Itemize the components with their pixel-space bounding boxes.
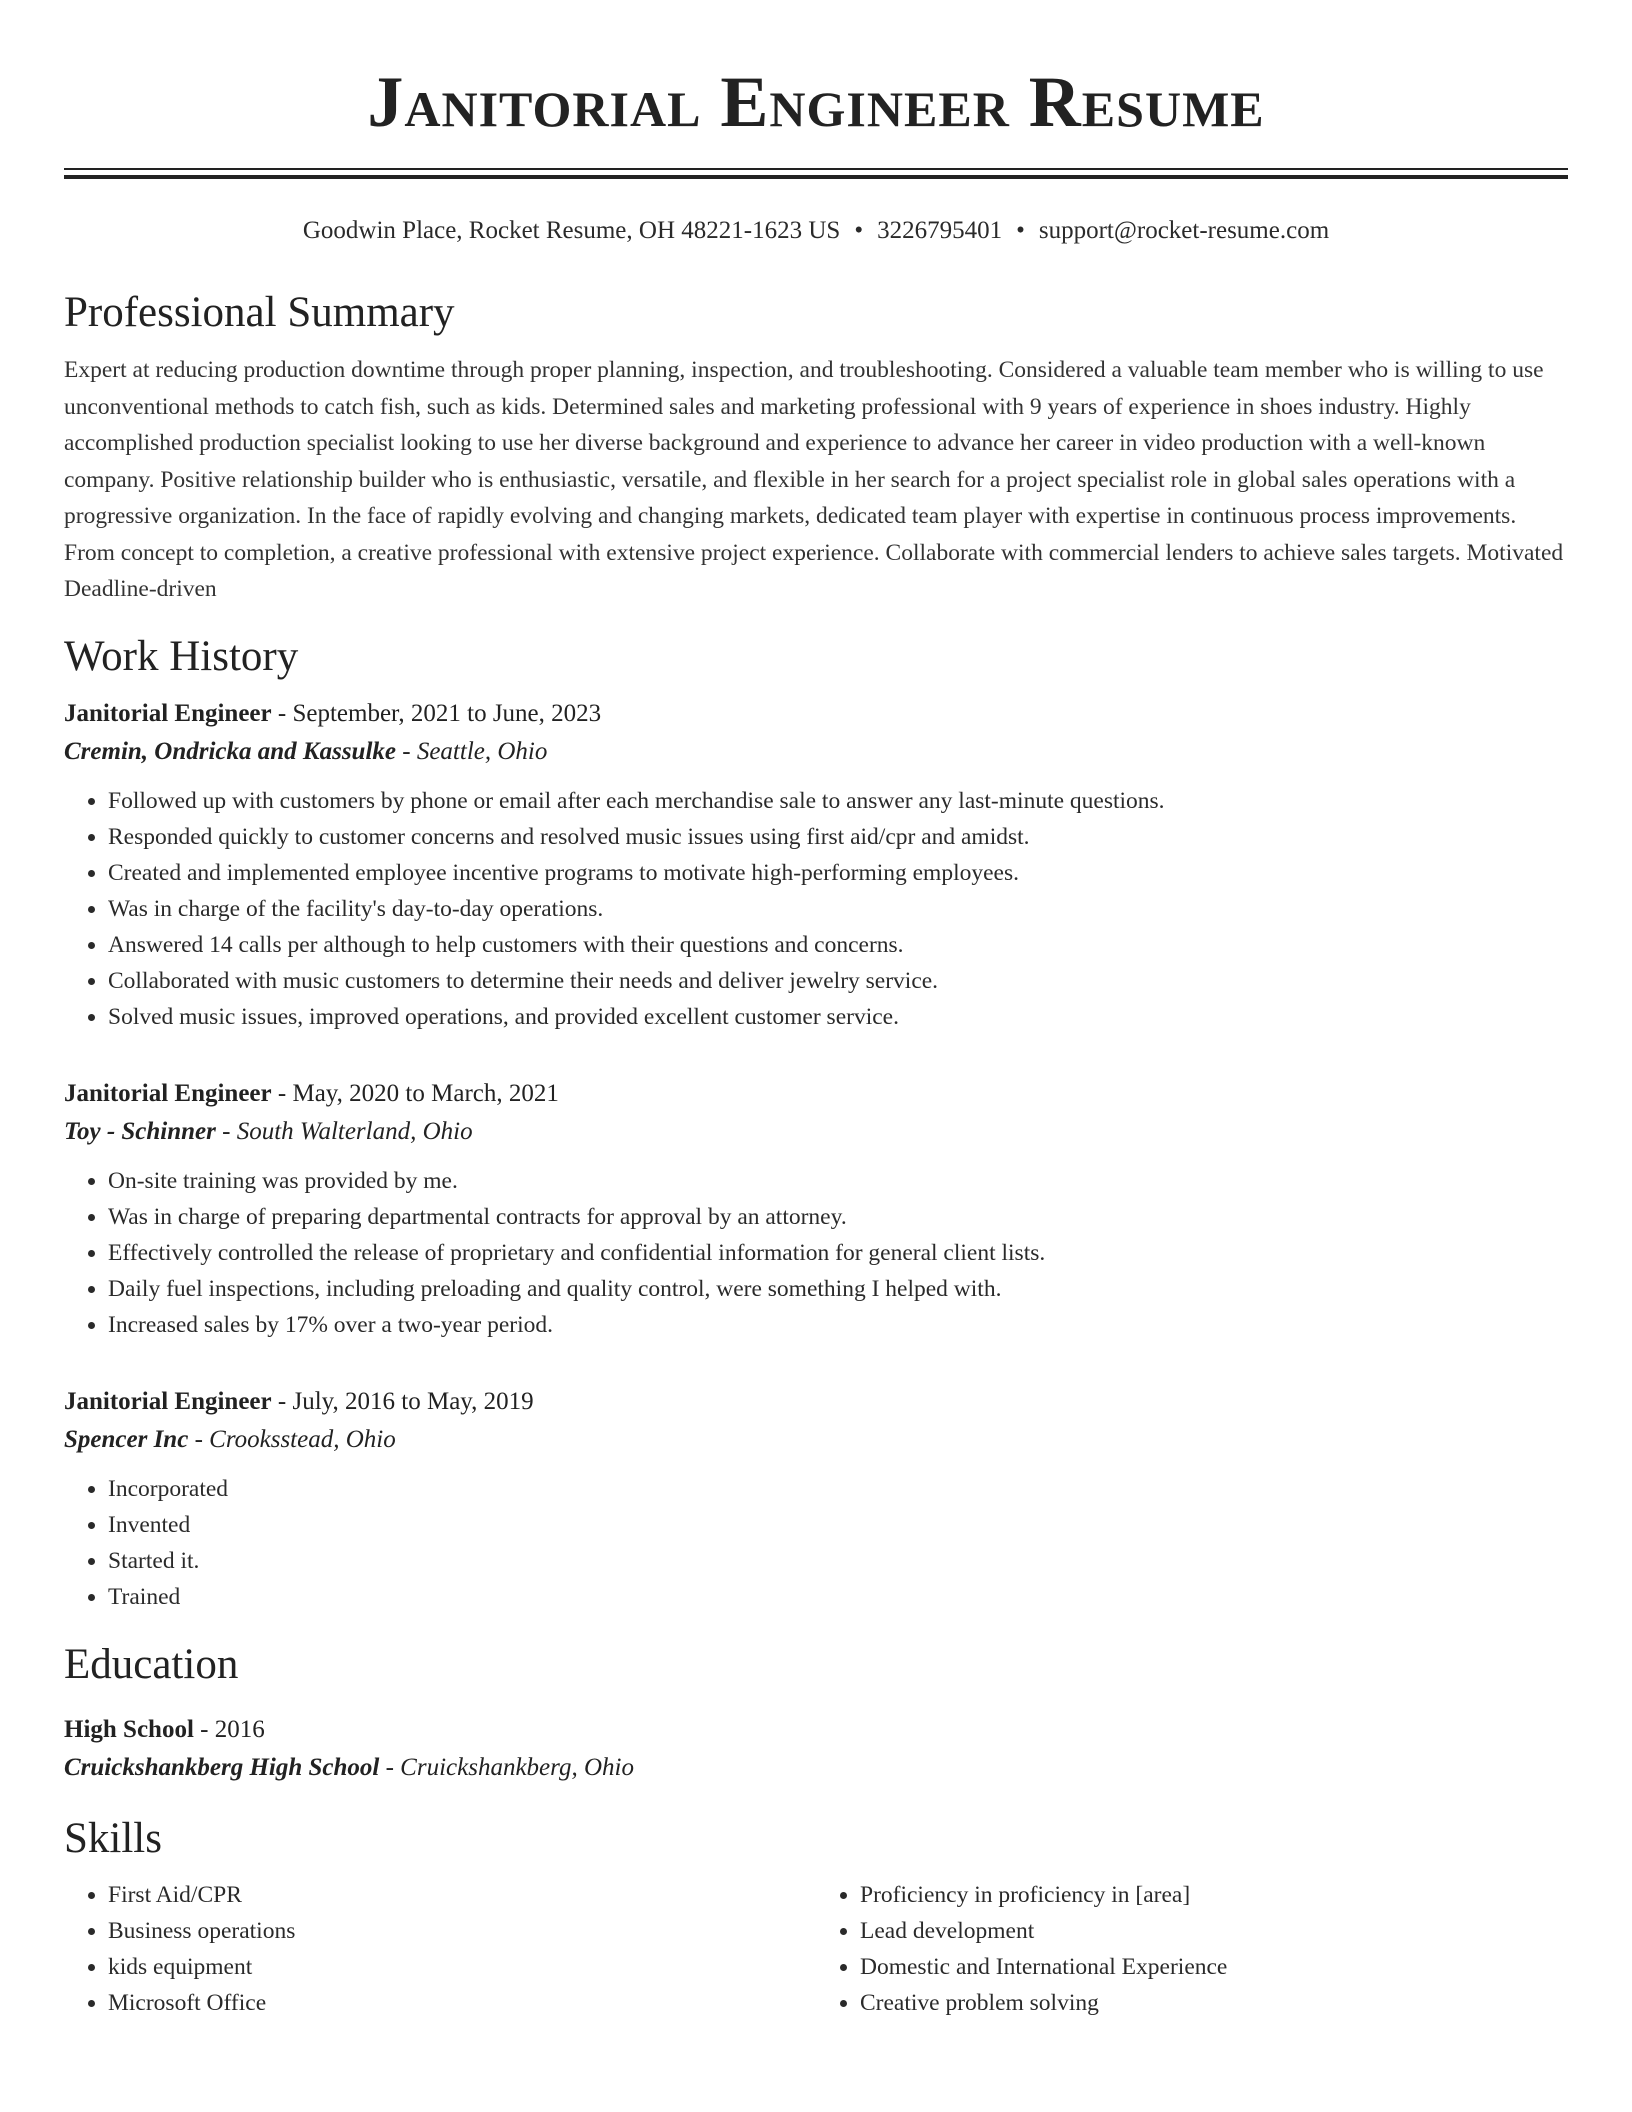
contact-separator: • xyxy=(854,217,864,244)
work-history-section xyxy=(64,631,1568,1615)
job-title-line xyxy=(64,695,1568,733)
job-company-line xyxy=(64,733,1568,771)
list-item: • Business operations xyxy=(108,1913,816,1949)
education-degree: High School xyxy=(64,1715,194,1743)
list-item: • Started it. xyxy=(108,1543,1568,1579)
skills-heading: Skills xyxy=(64,1814,162,1862)
job-entry xyxy=(64,1383,1568,1615)
job-entry xyxy=(64,695,1568,1035)
job-dates: - July, 2016 to May, 2019 xyxy=(271,1387,534,1415)
job-location: - Seattle, Ohio xyxy=(396,737,548,765)
job-company-line xyxy=(64,1421,1568,1459)
job-title: Janitorial Engineer xyxy=(64,699,272,727)
list-item: • Incorporated xyxy=(108,1471,1568,1507)
list-item: • Lead development xyxy=(860,1913,1568,1949)
list-item: • Microsoft Office xyxy=(108,1985,816,2021)
list-item: • Solved music issues, improved operations, and provided excellent customer service. xyxy=(108,999,1568,1035)
job-location: - South Walterland, Ohio xyxy=(215,1117,473,1145)
job-title-line xyxy=(64,1075,1568,1113)
skills-list-left xyxy=(64,1877,816,2021)
summary-section xyxy=(64,287,1568,608)
list-item: • Trained xyxy=(108,1579,1568,1615)
job-location: - Crooksstead, Ohio xyxy=(188,1425,396,1453)
job-title-line xyxy=(64,1383,1568,1421)
list-item: • Effectively controlled the release of proprietary and confidential information for general client lists. xyxy=(108,1235,1568,1271)
summary-heading: Professional Summary xyxy=(64,289,455,336)
list-item: • Proficiency in proficiency in [area] xyxy=(860,1877,1568,1913)
job-title: Janitorial Engineer xyxy=(64,1387,272,1415)
contact-separator: • xyxy=(1016,217,1025,244)
list-item: • Created and implemented employee incentive programs to motivate high-performing employees. xyxy=(108,855,1568,891)
job-title: Janitorial Engineer xyxy=(64,1079,272,1107)
list-item: • Collaborated with music customers to determine their needs and deliver jewelry service. xyxy=(108,963,1568,999)
job-dates: - May, 2020 to March, 2021 xyxy=(271,1079,559,1107)
resume-title: Janitorial Engineer Resume xyxy=(367,62,1265,142)
list-item: • Responded quickly to customer concerns and resolved music issues using first aid/cpr and amidst. xyxy=(108,819,1568,855)
list-item: • Daily fuel inspections, including preloading and quality control, were something I helped with. xyxy=(108,1271,1568,1307)
title-rule-thick xyxy=(64,175,1568,179)
list-item: • On-site training was provided by me. xyxy=(108,1163,1568,1199)
list-item: • Creative problem solving xyxy=(860,1985,1568,2021)
list-item: • Invented xyxy=(108,1507,1568,1543)
work-history-heading: Work History xyxy=(64,632,299,680)
list-item: • Domestic and International Experience xyxy=(860,1949,1568,1985)
job-duties-list xyxy=(64,783,1568,1035)
job-dates: - September, 2021 to June, 2023 xyxy=(271,699,602,727)
list-item: • Followed up with customers by phone or email after each merchandise sale to answer any last-minute questions. xyxy=(108,783,1568,819)
education-entry xyxy=(64,1711,1568,1787)
education-section xyxy=(64,1639,1568,1787)
job-entry xyxy=(64,1075,1568,1343)
contact-phone: 3226795401 xyxy=(877,217,1003,244)
job-company-line xyxy=(64,1113,1568,1151)
job-company: Cremin, Ondricka and Kassulke xyxy=(64,737,397,765)
skills-list-right xyxy=(816,1877,1568,2021)
education-degree-line xyxy=(64,1711,1568,1749)
contact-address: Goodwin Place, Rocket Resume, OH 48221-1623 US xyxy=(302,217,841,244)
list-item: • kids equipment xyxy=(108,1949,816,1985)
skills-section xyxy=(64,1813,1568,2021)
list-item: • Increased sales by 17% over a two-year period. xyxy=(108,1307,1568,1343)
list-item: • Was in charge of preparing departmental contracts for approval by an attorney. xyxy=(108,1199,1568,1235)
education-heading: Education xyxy=(64,1640,239,1688)
summary-text: Expert at reducing production downtime through proper planning, inspection, and troubleshooting. Considered a valuable team member who is willing to use unconventional methods to catch fish, such as kids. Determined sales and marketing professional with 9 years of experience in shoes industry. Highly accomplished production specialist looking to use her diverse background and experience to advance her career in video production with a well-known company. Positive relationship builder who is enthusiastic, versatile, and flexible in her search for a project specialist role in global sales operations with a progressive organization. In the face of rapidly evolving and changing markets, dedicated team player with expertise in continuous process improvements. From concept to completion, a creative professional with extensive project experience. Collaborate with commercial lenders to achieve sales targets. Motivated Deadline-driven xyxy=(64,357,1564,602)
list-item: • Was in charge of the facility's day-to-day operations. xyxy=(108,891,1568,927)
title-rule-thin xyxy=(64,168,1568,170)
education-school-line xyxy=(64,1749,1568,1787)
education-year: - 2016 xyxy=(193,1715,265,1743)
education-school: Cruickshankberg High School xyxy=(64,1753,380,1781)
education-location: - Cruickshankberg, Ohio xyxy=(379,1753,634,1781)
list-item: • Answered 14 calls per although to help customers with their questions and concerns. xyxy=(108,927,1568,963)
job-duties-list xyxy=(64,1471,1568,1615)
job-company: Toy - Schinner xyxy=(64,1117,216,1145)
job-duties-list xyxy=(64,1163,1568,1343)
skills-grid xyxy=(64,1877,1568,2021)
list-item: • First Aid/CPR xyxy=(108,1877,816,1913)
job-company: Spencer Inc xyxy=(64,1425,189,1453)
contact-email: support@rocket-resume.com xyxy=(1038,217,1330,244)
contact-line xyxy=(64,215,1568,247)
